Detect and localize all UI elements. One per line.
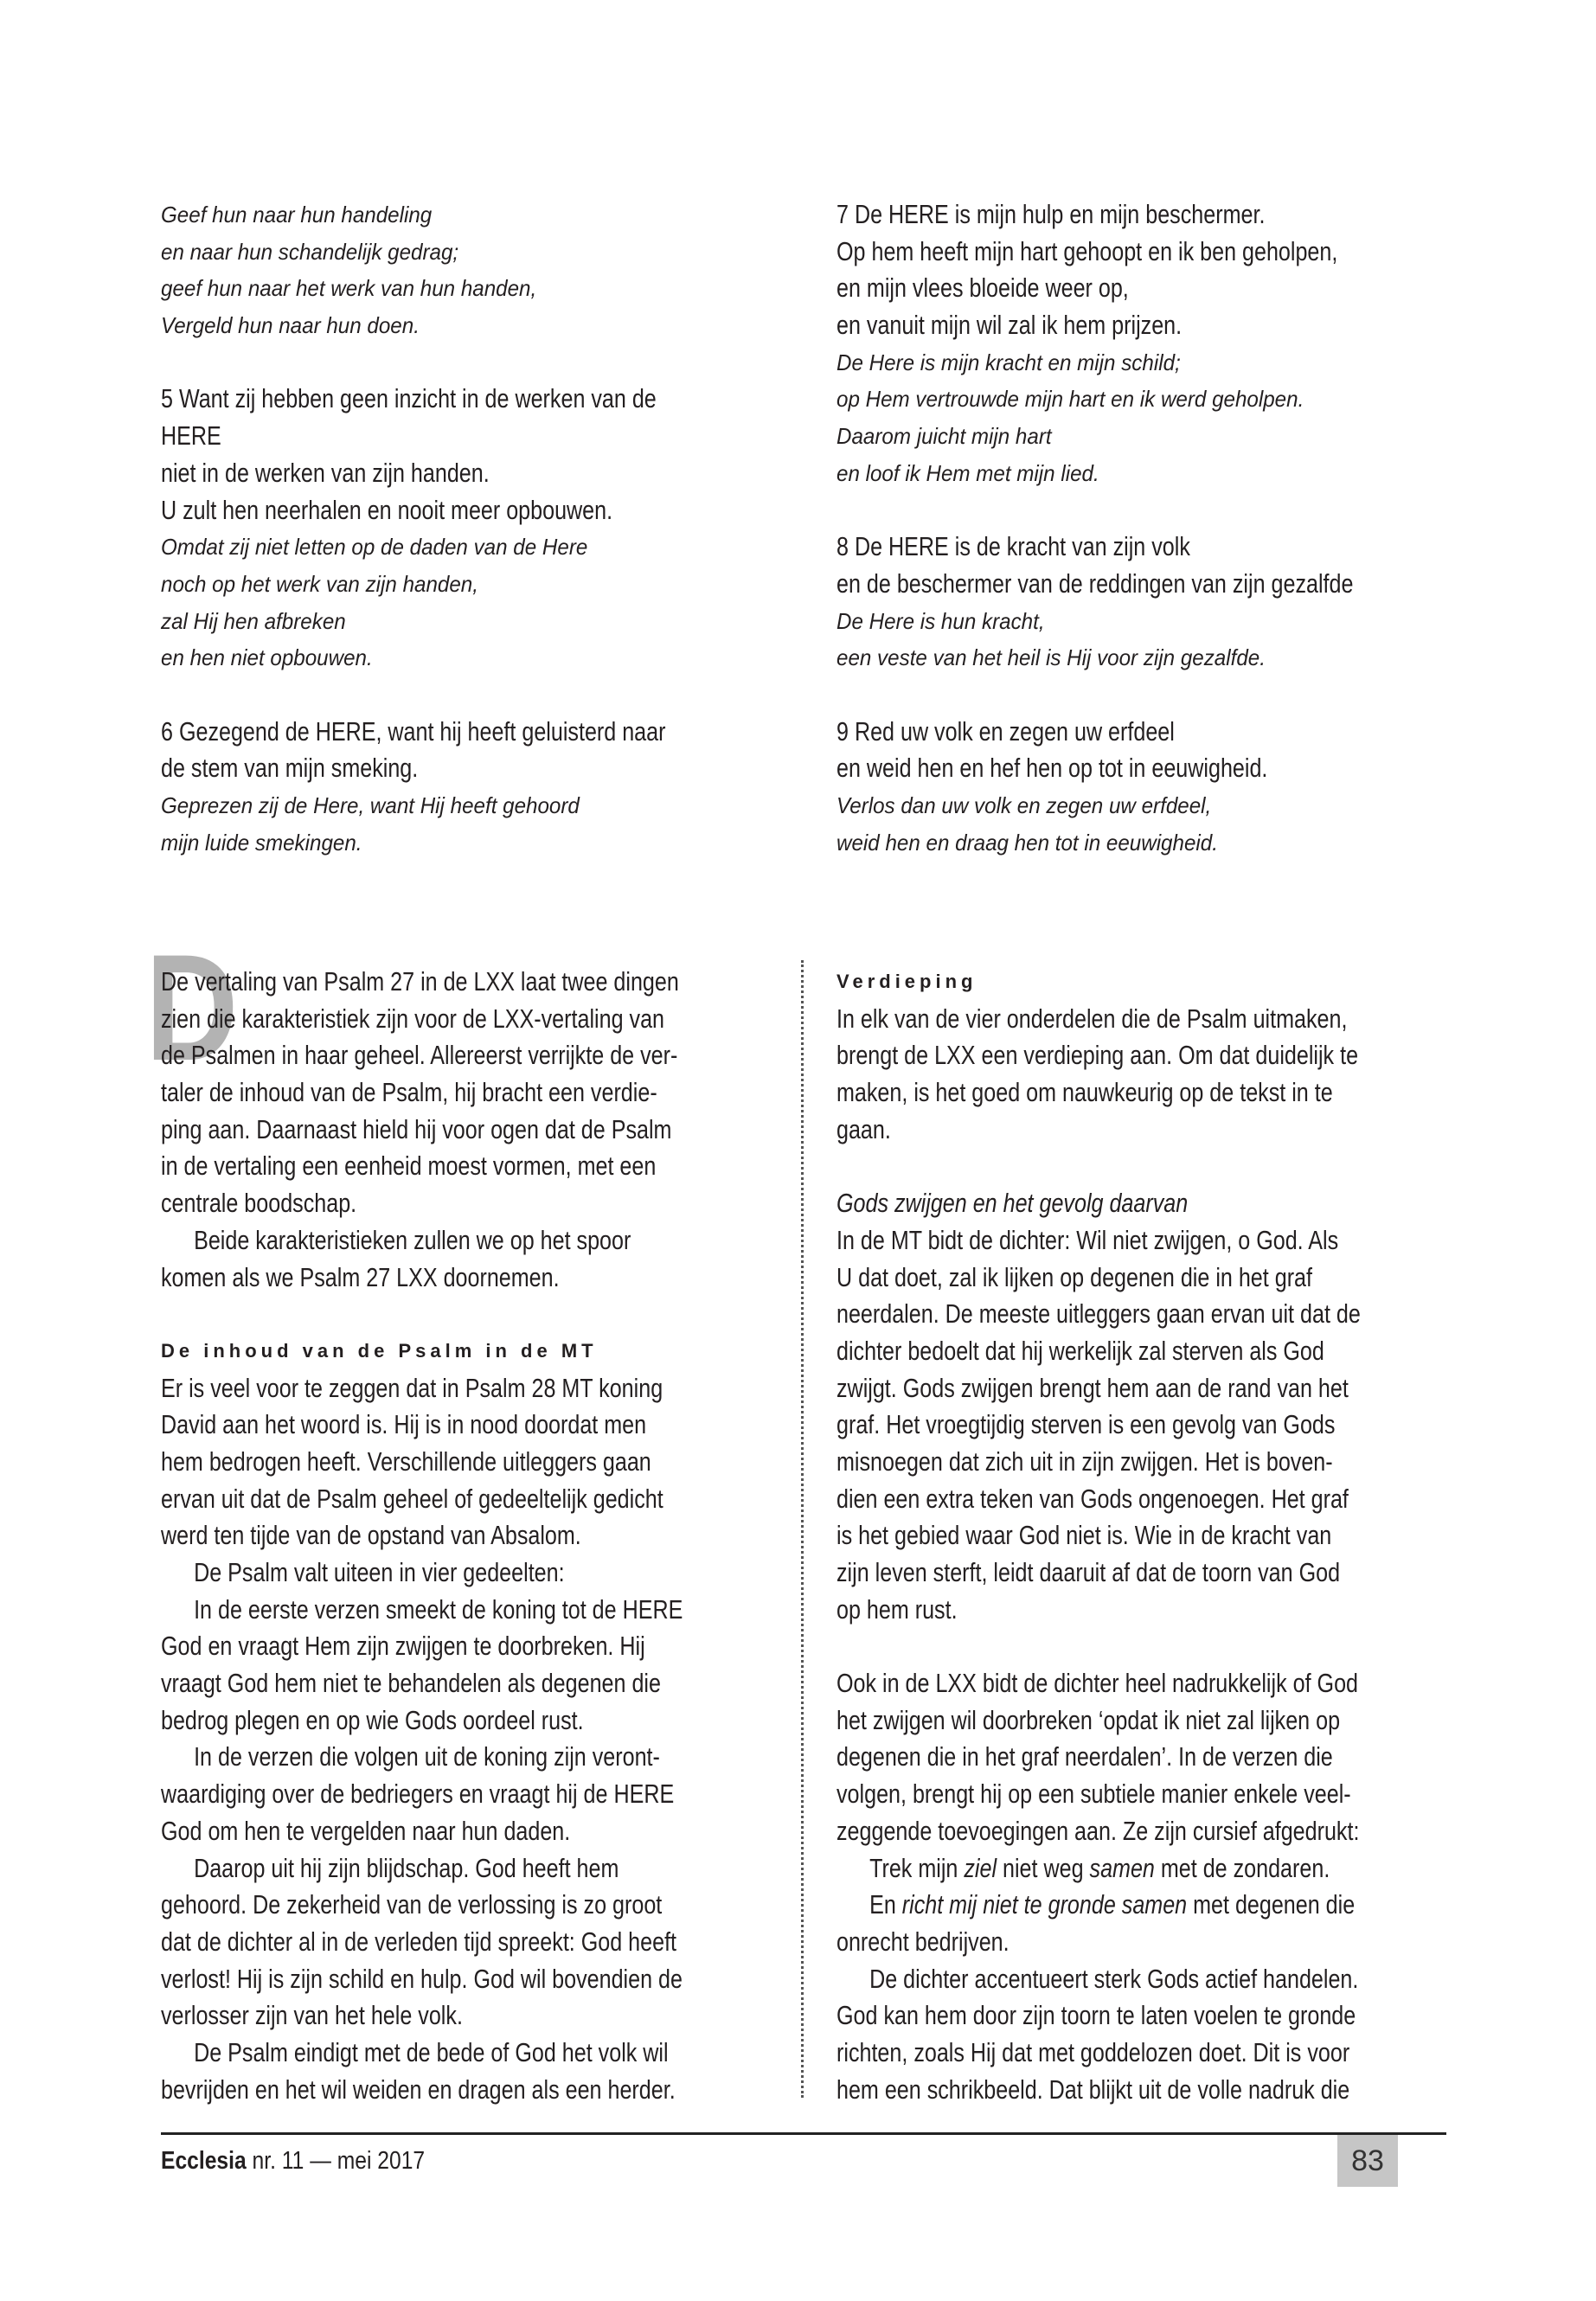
text-line: 6 Gezegend de HERE, want hij heeft geluisterd naar bbox=[161, 715, 666, 747]
text-line: en mijn vlees bloeide weer op, bbox=[836, 272, 1129, 304]
text-line bbox=[161, 344, 665, 381]
translation-line: Omdat zij niet letten op de daden van de Here bbox=[161, 534, 588, 561]
text-line: God en vraagt Hem zijn zwijgen te doorbreken. Hij bbox=[161, 1631, 645, 1662]
subheading: Gods zwijgen en het gevolg daarvan bbox=[836, 1188, 1189, 1219]
translation-line: en loof ik Hem met mijn lied. bbox=[836, 459, 1099, 486]
translation-line: Daarom juicht mijn hart bbox=[836, 423, 1052, 450]
text-line: richten, zoals Hij dat met goddelozen doet. Dit is voor bbox=[836, 2036, 1350, 2067]
text-line: Op hem heeft mijn hart gehoopt en ik ben geholpen, bbox=[836, 235, 1338, 266]
text-line: Beide karakteristieken zullen we op het spoor bbox=[194, 1224, 631, 1255]
text-line: God om hen te vergelden naar hun daden. bbox=[161, 1815, 571, 1846]
text-line: ping aan. Daarnaast hield hij voor ogen dat de Psalm bbox=[161, 1113, 672, 1144]
text-line: de stem van mijn smeking. bbox=[161, 753, 419, 784]
translation-line: een veste van het heil is Hij voor zijn gezalfde. bbox=[836, 644, 1266, 671]
text-line: verlost! Hij is zijn schild en hulp. God wil bovendien de bbox=[161, 1963, 683, 1994]
text-line: De Psalm eindigt met de bede of God het volk wil bbox=[194, 2036, 669, 2067]
text-line: gehoord. De zekerheid van de verlossing is zo groot bbox=[161, 1889, 663, 1920]
text-line: ervan uit dat de Psalm geheel of gedeeltelijk gedicht bbox=[161, 1483, 663, 1514]
text-line: komen als we Psalm 27 LXX doornemen. bbox=[161, 1261, 560, 1292]
translation-line: Vergeld hun naar hun doen. bbox=[161, 312, 420, 339]
text-line bbox=[836, 676, 1341, 714]
translation-line: mijn luide smekingen. bbox=[161, 829, 362, 856]
translation-line: Geprezen zij de Here, want Hij heeft gehoord bbox=[161, 792, 580, 818]
text-line: waardiging over de bedriegers en vraagt hij de HERE bbox=[161, 1779, 675, 1810]
translation-line: De Here is mijn kracht en mijn schild; bbox=[836, 349, 1181, 375]
text-line: In de verzen die volgen uit de koning zijn veront- bbox=[194, 1741, 660, 1772]
column-divider bbox=[801, 960, 804, 2098]
text-line: De dichter accentueert sterk Gods actief handelen. bbox=[869, 1963, 1359, 1994]
translation-line: De Here is hun kracht, bbox=[836, 607, 1045, 634]
text-line: 7 De HERE is mijn hulp en mijn beschermer. bbox=[836, 199, 1266, 229]
text-line: In de MT bidt de dichter: Wil niet zwijgen, o God. Als bbox=[836, 1224, 1339, 1255]
text-line: zwijgt. Gods zwijgen brengt hem aan de rand van het bbox=[836, 1372, 1349, 1403]
text-line: 5 Want zij hebben geen inzicht in de werken van de bbox=[161, 383, 657, 414]
article-column-left bbox=[161, 964, 784, 2108]
text-line: David aan het woord is. Hij is in nood doordat men bbox=[161, 1409, 647, 1440]
text-line: de Psalmen in haar geheel. Allereerst verrijkte de ver- bbox=[161, 1040, 678, 1071]
section-heading: Verdieping bbox=[836, 971, 977, 992]
text-line: niet in de werken van zijn handen. bbox=[161, 457, 490, 488]
text-segment: En bbox=[869, 1889, 902, 1920]
text-line: vraagt God hem niet te behandelen als degenen die bbox=[161, 1668, 661, 1699]
text-line: U zult hen neerhalen en nooit meer opbouwen. bbox=[161, 494, 613, 525]
text-line: Ook in de LXX bidt de dichter heel nadrukkelijk of God bbox=[836, 1668, 1359, 1699]
text-line: HERE bbox=[161, 420, 221, 452]
text-line: is het gebied waar God niet is. Wie in de kracht van bbox=[836, 1520, 1332, 1551]
text-line: degenen die in het graf neerdalen’. In de verzen die bbox=[836, 1741, 1333, 1772]
translation-line: geef hun naar het werk van hun handen, bbox=[161, 275, 537, 302]
translation-line: weid hen en draag hen tot in eeuwigheid. bbox=[836, 829, 1218, 856]
text-line: zeggende toevoegingen aan. Ze zijn cursief afgedrukt: bbox=[836, 1815, 1360, 1846]
page-number: 83 bbox=[1337, 2135, 1398, 2187]
text-line: Daarop uit hij zijn blijdschap. God heeft hem bbox=[194, 1852, 619, 1883]
text-segment: met degenen die bbox=[1187, 1889, 1356, 1920]
text-line: God kan hem door zijn toorn te laten voelen te gronde bbox=[836, 2000, 1356, 2031]
issue-date: nr. 11 — mei 2017 bbox=[246, 2147, 426, 2175]
text-line: In elk van de vier onderdelen die de Psalm uitmaken, bbox=[836, 1003, 1348, 1034]
text-line: dien een extra teken van Gods ongenoegen. Het graf bbox=[836, 1483, 1349, 1514]
text-line: dat de dichter al in de verleden tijd spreekt: God heeft bbox=[161, 1926, 677, 1957]
text-line: misnoegen dat zich uit in zijn zwijgen. Het is boven- bbox=[836, 1445, 1333, 1477]
drop-cap: D bbox=[145, 924, 239, 1093]
text-line: De Psalm valt uiteen in vier gedeelten: bbox=[194, 1557, 565, 1587]
text-line: verlosser zijn van het hele volk. bbox=[161, 2000, 463, 2031]
text-line: taler de inhoud van de Psalm, hij bracht een verdie- bbox=[161, 1077, 657, 1108]
text-line: het zwijgen wil doorbreken ‘opdat ik niet zal lijken op bbox=[836, 1704, 1341, 1735]
text-line bbox=[836, 1628, 1341, 1665]
magazine-name: Ecclesia bbox=[161, 2147, 247, 2175]
text-line: in de vertaling een eenheid moest vormen, met een bbox=[161, 1150, 657, 1182]
text-line bbox=[836, 1850, 1341, 1888]
text-line: maken, is het goed om nauwkeurig op de tekst in te bbox=[836, 1077, 1333, 1108]
text-line bbox=[836, 1148, 1341, 1185]
text-line: 8 De HERE is de kracht van zijn volk bbox=[836, 531, 1190, 562]
translation-line: Verlos dan uw volk en zegen uw erfdeel, bbox=[836, 792, 1212, 818]
text-line: graf. Het vroegtijdig sterven is een gevolg van Gods bbox=[836, 1409, 1336, 1440]
translation-line: op Hem vertrouwde mijn hart en ik werd geholpen. bbox=[836, 386, 1304, 413]
text-line: zien die karakteristiek zijn voor de LXX-vertaling van bbox=[161, 1003, 664, 1034]
text-line: De vertaling van Psalm 27 in de LXX laat twee dingen bbox=[161, 966, 679, 997]
text-line: Er is veel voor te zeggen dat in Psalm 28 MT koning bbox=[161, 1372, 663, 1403]
italic-addition: ziel bbox=[964, 1852, 997, 1883]
italic-addition: richt mij niet te gronde samen bbox=[901, 1889, 1188, 1920]
text-line: gaan. bbox=[836, 1113, 891, 1144]
text-line: bevrijden en het wil weiden en dragen als een herder. bbox=[161, 2073, 676, 2105]
text-segment: niet weg bbox=[997, 1852, 1090, 1883]
article-column-right bbox=[836, 964, 1459, 2108]
footer-rule bbox=[161, 2132, 1446, 2135]
text-line: hem een schrikbeeld. Dat blijkt uit de volle nadruk die bbox=[836, 2073, 1350, 2105]
text-line: U dat doet, zal ik lijken op degenen die in het graf bbox=[836, 1261, 1313, 1292]
text-line: In de eerste verzen smeekt de koning tot de HERE bbox=[194, 1593, 683, 1625]
text-line: en vanuit mijn wil zal ik hem prijzen. bbox=[836, 310, 1183, 341]
text-line: neerdalen. De meeste uitleggers gaan ervan uit dat de bbox=[836, 1298, 1361, 1330]
text-line bbox=[836, 492, 1341, 529]
text-line: en weid hen en hef hen op tot in eeuwigheid. bbox=[836, 753, 1268, 784]
text-line: op hem rust. bbox=[836, 1593, 958, 1625]
translation-line: zal Hij hen afbreken bbox=[161, 607, 346, 634]
text-line: onrecht bedrijven. bbox=[836, 1926, 1010, 1957]
section-heading: De inhoud van de Psalm in de MT bbox=[161, 1339, 598, 1362]
text-line: dichter bedoelt dat hij werkelijk zal sterven als God bbox=[836, 1335, 1324, 1366]
italic-addition: samen bbox=[1089, 1852, 1155, 1883]
translation-line: en hen niet opbouwen. bbox=[161, 644, 373, 671]
psalm-column-right bbox=[836, 196, 1459, 861]
translation-line: en naar hun schandelijk gedrag; bbox=[161, 238, 459, 265]
text-line: werd ten tijde van de opstand van Absalom. bbox=[161, 1520, 581, 1551]
text-line: 9 Red uw volk en zegen uw erfdeel bbox=[836, 715, 1175, 747]
text-line: hem bedrogen heeft. Verschillende uitleggers gaan bbox=[161, 1445, 651, 1477]
text-line: zijn leven sterft, leidt daaruit af dat de toorn van God bbox=[836, 1557, 1341, 1587]
text-line bbox=[836, 1887, 1356, 1924]
text-line: brengt de LXX een verdieping aan. Om dat duidelijk te bbox=[836, 1040, 1359, 1071]
text-line bbox=[161, 1296, 665, 1333]
footer-issue-info bbox=[161, 2147, 425, 2176]
text-segment: Trek mijn bbox=[869, 1852, 965, 1883]
translation-line: Geef hun naar hun handeling bbox=[161, 202, 433, 228]
psalm-column-left bbox=[161, 196, 784, 861]
text-line: bedrog plegen en op wie Gods oordeel rust. bbox=[161, 1704, 584, 1735]
text-line: volgen, brengt hij op een subtiele manier enkele veel- bbox=[836, 1779, 1351, 1810]
text-segment: met de zondaren. bbox=[1154, 1852, 1330, 1883]
text-line: centrale boodschap. bbox=[161, 1188, 357, 1219]
translation-line: noch op het werk van zijn handen, bbox=[161, 570, 478, 597]
text-line: en de beschermer van de reddingen van zijn gezalfde bbox=[836, 567, 1354, 599]
text-line bbox=[161, 676, 665, 714]
